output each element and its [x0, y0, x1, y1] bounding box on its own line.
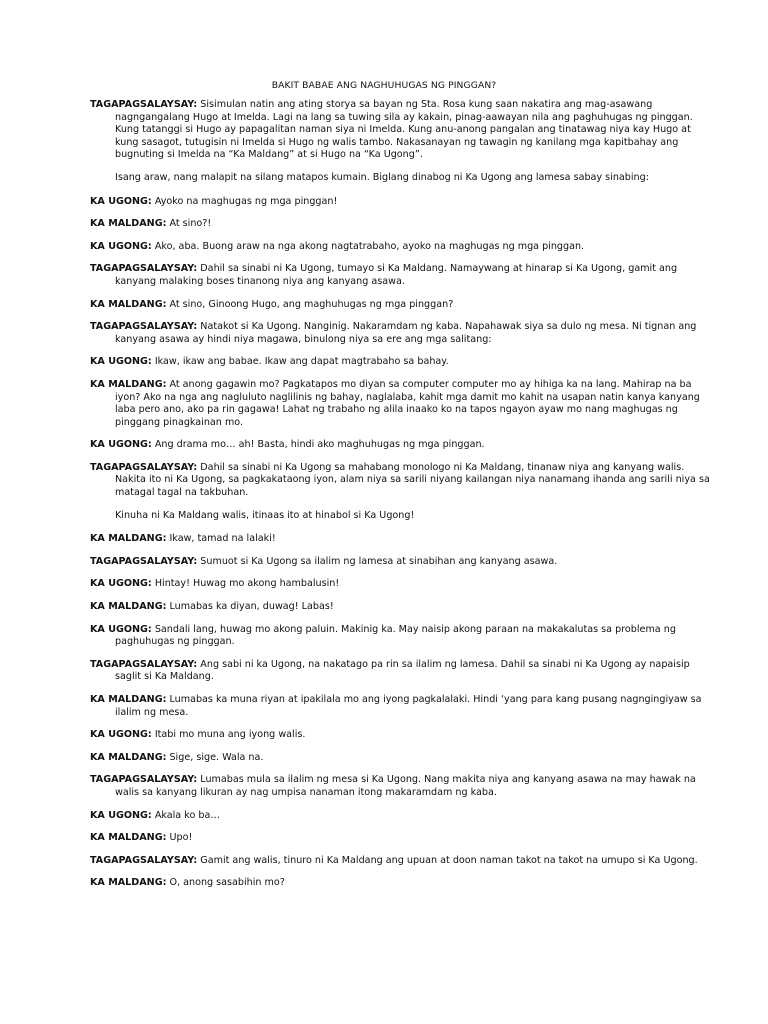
- dialogue-line: [90, 321, 712, 346]
- dialogue-line: [90, 624, 712, 649]
- speaker-label: KA MALDANG:: [90, 298, 167, 310]
- speaker-label: KA MALDANG:: [90, 533, 167, 545]
- dialogue-line: [90, 299, 712, 312]
- dialogue-text: O, anong sasabihin mo?: [166, 877, 285, 889]
- dialogue-text: Ang sabi ni ka Ugong, na nakatago pa rin sa ilalim ng lamesa. Dahil sa sinabi ni Ka Ugong ay napaisip saglit si Ka Maldang.: [115, 658, 690, 683]
- dialogue-text: Upo!: [166, 832, 193, 844]
- dialogue-text: Lumabas mula sa ilalim ng mesa si Ka Ugong. Nang makita niya ang kanyang asawa na may hawak na walis sa kanyang likuran ay nag umpisa nanaman itong makaramdam ng kaba.: [115, 774, 696, 798]
- dialogue-line: [90, 694, 712, 719]
- speaker-label: KA UGONG:: [90, 240, 152, 252]
- dialogue-line: [90, 356, 712, 369]
- dialogue-line: [90, 774, 712, 799]
- dialogue-line: [90, 439, 712, 452]
- speaker-label: KA UGONG:: [90, 578, 152, 590]
- dialogue-text: Sandali lang, huwag mo akong paluin. Makinig ka. May naisip akong paraan na makakalutas sa problema ng paghuhugas ng pinggan.: [115, 623, 676, 648]
- dialogue-text: Dahil sa sinabi ni Ka Ugong, tumayo si Ka Maldang. Namaywang at hinarap si Ka Ugong, gamit ang kanyang malaking boses tinanong niya ang kanyang asawa.: [115, 263, 678, 287]
- speaker-label: TAGAPAGSALAYSAY:: [90, 99, 198, 110]
- speaker-label: KA UGONG:: [90, 439, 152, 451]
- speaker-label: TAGAPAGSALAYSAY:: [90, 854, 198, 866]
- dialogue-line: [90, 601, 712, 614]
- dialogue-text: At anong gagawin mo? Pagkatapos mo diyan sa computer computer mo ay hihiga ka na lang. Mahirap na ba iyon? Ako na nga ang nagluluto naglilinis ng bahay, naglalaba, kahit mga damit mo kahit na usapan natin kanya kanyang laba pero ano, ako pa rin gagawa! Lahat ng trabaho ng alila inaako ko na tapos ngayon ayaw mo nang maghugas ng pinggang pinagkainan mo.: [115, 378, 700, 428]
- document-title: BAKIT BABAE ANG NAGHUHUGAS NG PINGGAN?: [271, 80, 497, 91]
- dialogue-line: [90, 810, 712, 823]
- dialogue-line: [90, 578, 712, 591]
- speaker-label: KA UGONG:: [90, 356, 152, 368]
- script-body: [90, 99, 712, 900]
- speaker-label: KA UGONG:: [90, 623, 152, 635]
- dialogue-line: [90, 533, 712, 546]
- dialogue-text: Hintay! Huwag mo akong hambalusin!: [151, 578, 340, 590]
- dialogue-line: [90, 832, 712, 845]
- dialogue-line: [90, 241, 712, 254]
- speaker-label: KA MALDANG:: [90, 601, 167, 613]
- dialogue-line: [90, 462, 712, 500]
- narration-paragraph: Kinuha ni Ka Maldang walis, itinaas ito at hinabol si Ka Ugong!: [115, 509, 415, 521]
- dialogue-text: Sumuot si Ka Ugong sa ilalim ng lamesa at sinabihan ang kanyang asawa.: [197, 555, 558, 567]
- dialogue-text: At sino, Ginoong Hugo, ang maghuhugas ng mga pinggan?: [166, 298, 454, 310]
- dialogue-text: Ang drama mo… ah! Basta, hindi ako maghuhugas ng mga pinggan.: [151, 439, 485, 451]
- dialogue-text: Ikaw, ikaw ang babae. Ikaw ang dapat magtrabaho sa bahay.: [151, 356, 449, 368]
- speaker-label: TAGAPAGSALAYSAY:: [90, 658, 198, 670]
- dialogue-text: Akala ko ba…: [151, 809, 220, 821]
- dialogue-text: Lumabas ka diyan, duwag! Labas!: [166, 601, 334, 613]
- speaker-label: KA MALDANG:: [90, 378, 167, 390]
- dialogue-text: Itabi mo muna ang iyong walis.: [151, 729, 306, 741]
- speaker-label: KA MALDANG:: [90, 694, 167, 705]
- dialogue-line: [90, 196, 712, 209]
- dialogue-line: [90, 218, 712, 231]
- dialogue-text: Ikaw, tamad na lalaki!: [166, 533, 276, 545]
- dialogue-text: Lumabas ka muna riyan at ipakilala mo ang iyong pagkalalaki. Hindi ‘yang para kang pusang nagngingiyaw sa ilalim ng mesa.: [115, 694, 702, 718]
- dialogue-line: [90, 877, 712, 890]
- speaker-label: KA MALDANG:: [90, 877, 167, 889]
- speaker-label: KA MALDANG:: [90, 751, 167, 763]
- speaker-label: TAGAPAGSALAYSAY:: [90, 461, 198, 473]
- dialogue-line: [90, 379, 712, 429]
- dialogue-line: [90, 263, 712, 288]
- dialogue-text: Natakot si Ka Ugong. Nanginig. Nakaramdam ng kaba. Napahawak siya sa dulo ng mesa. Ni tignan ang kanyang asawa ay hindi niya magawa, binulong niya sa ere ang mga salitang:: [115, 321, 697, 345]
- dialogue-text: Sisimulan natin ang ating storya sa bayan ng Sta. Rosa kung saan nakatira ang mag-asawang nagngangalang Hugo at Imelda. Lagi na lang sa tuwing sila ay kakain, pinag-aawayan nila ang paghuhugas ng pinggan. Kung tatanggi si Hugo ay papagalitan naman siya ni Imelda. Kung anu-anong pangalan ang tinatawag niya kay Hugo at kung sasagot, tutugisin ni Imelda si Hugo ng walis tambo. Nakasanayan ng tawagin ng kanilang mga kapitbahay ang bugnuting si Imelda na “Ka Maldang” at si Hugo na “Ka Ugong”.: [115, 99, 693, 161]
- narration-paragraph: Isang araw, nang malapit na silang matapos kumain. Biglang dinabog ni Ka Ugong ang lamesa sabay sinabing:: [115, 171, 649, 183]
- dialogue-text: Ako, aba. Buong araw na nga akong nagtatrabaho, ayoko na maghugas ng mga pinggan.: [151, 240, 585, 252]
- dialogue-text: Dahil sa sinabi ni Ka Ugong sa mahabang monologo ni Ka Maldang, tinanaw niya ang kanyang walis. Nakita ito ni Ka Ugong, sa pagkakataong iyon, alam niya sa sarili niyang kailangan niya nanamang ihanda ang sarili niya sa matagal tagal na takbuhan.: [115, 461, 710, 499]
- speaker-label: TAGAPAGSALAYSAY:: [90, 774, 198, 786]
- dialogue-text: At sino?!: [166, 218, 212, 230]
- dialogue-line: [90, 752, 712, 765]
- dialogue-line: [90, 659, 712, 684]
- dialogue-line: [90, 99, 712, 162]
- speaker-label: KA UGONG:: [90, 729, 152, 741]
- dialogue-line: [90, 729, 712, 742]
- speaker-label: KA MALDANG:: [90, 218, 167, 230]
- speaker-label: KA UGONG:: [90, 809, 152, 821]
- dialogue-text: Gamit ang walis, tinuro ni Ka Maldang ang upuan at doon naman takot na takot na umupo si Ka Ugong.: [197, 854, 698, 866]
- speaker-label: KA UGONG:: [90, 195, 152, 207]
- dialogue-text: Ayoko na maghugas ng mga pinggan!: [151, 195, 338, 207]
- speaker-label: TAGAPAGSALAYSAY:: [90, 263, 198, 275]
- dialogue-line: [90, 855, 712, 868]
- dialogue-text: Sige, sige. Wala na.: [166, 751, 264, 763]
- dialogue-line: [90, 556, 712, 569]
- speaker-label: KA MALDANG:: [90, 832, 167, 844]
- speaker-label: TAGAPAGSALAYSAY:: [90, 555, 198, 567]
- speaker-label: TAGAPAGSALAYSAY:: [90, 321, 198, 333]
